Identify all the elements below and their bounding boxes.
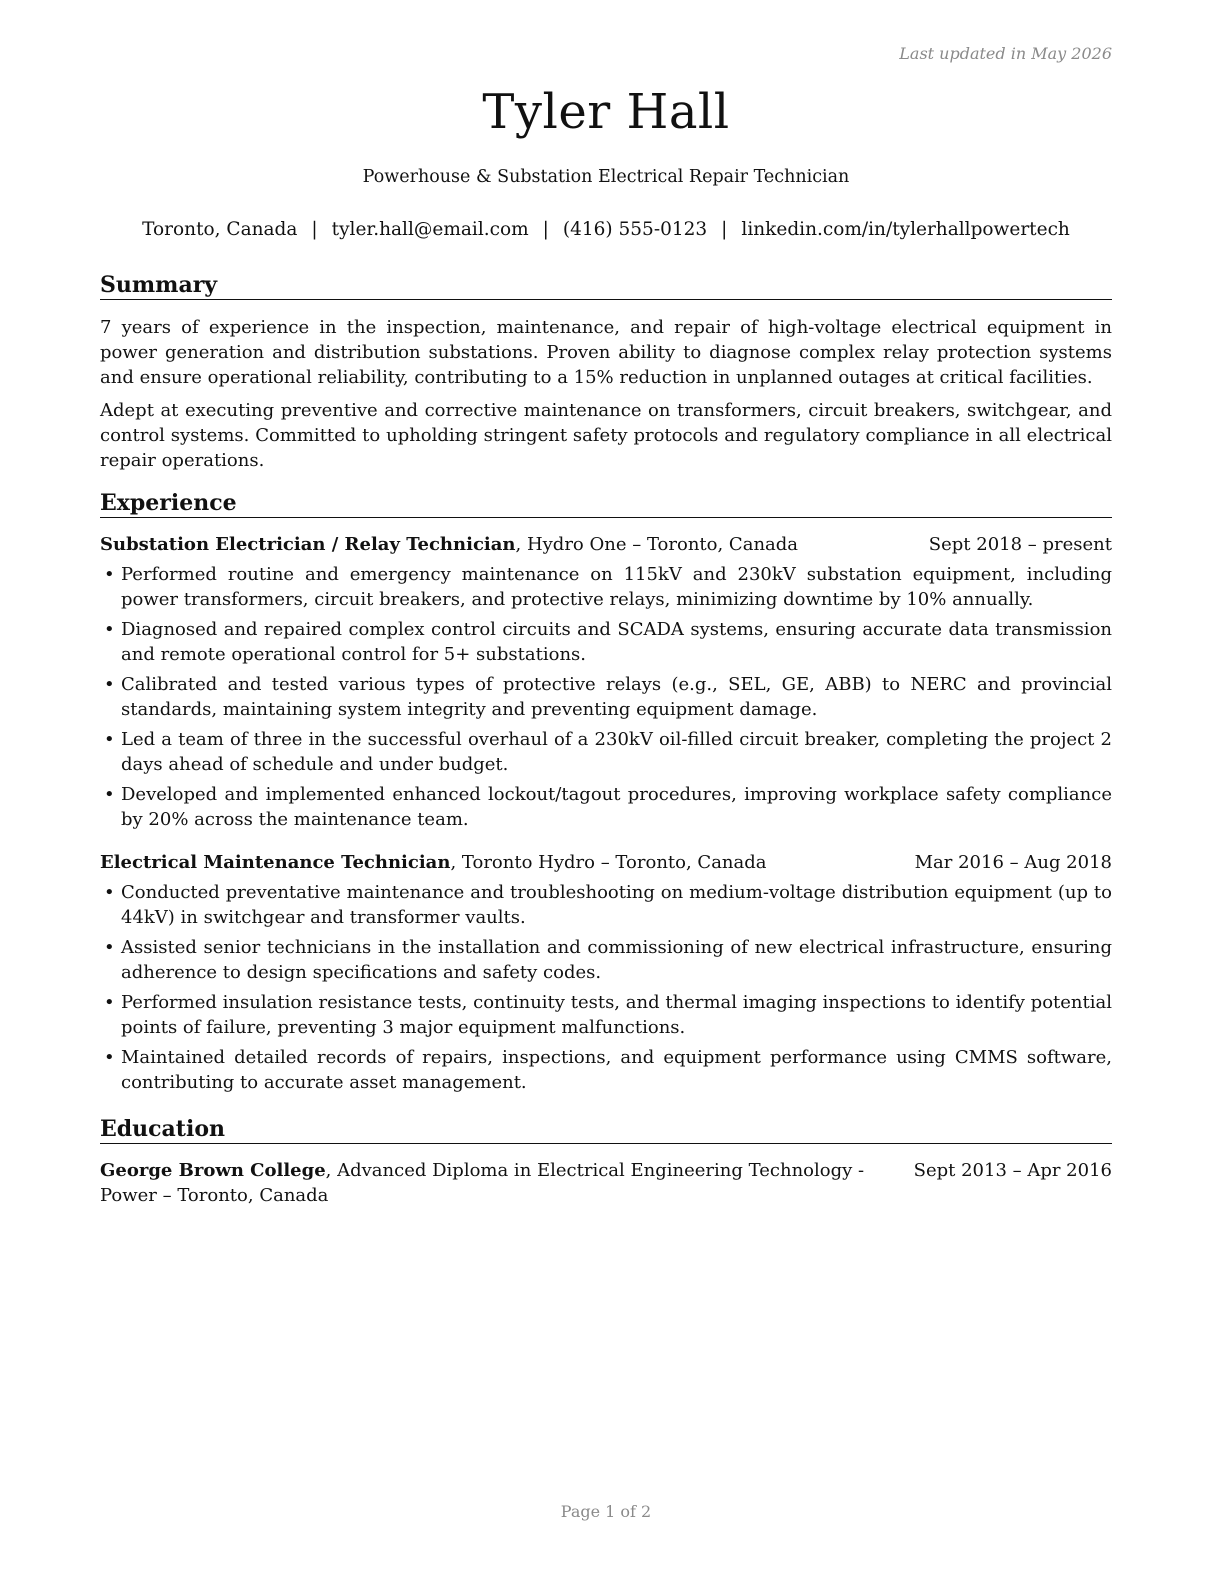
- job-role: Substation Electrician / Relay Technician: [100, 534, 516, 555]
- bullet-icon: •: [104, 784, 115, 805]
- job-entry: [100, 850, 1112, 1095]
- resume-page: [100, 0, 1112, 1584]
- list-item: • Developed and implemented enhanced lockout/tagout procedures, improving workplace safety compliance by 20% across the maintenance team.: [104, 784, 1112, 830]
- education-section: [100, 1115, 1112, 1208]
- education-details: [100, 1158, 890, 1208]
- list-item: • Performed insulation resistance tests, continuity tests, and thermal imaging inspections to identify potential points of failure, preventing 3 major equipment malfunctions.: [104, 992, 1112, 1038]
- job-header: [100, 850, 1112, 875]
- contact-separator: |: [542, 219, 549, 240]
- candidate-name: Tyler Hall: [482, 84, 730, 140]
- job-employer: , Hydro One – Toronto, Canada: [515, 534, 799, 555]
- list-item: • Diagnosed and repaired complex control circuits and SCADA systems, ensuring accurate data transmission and remote operational control for 5+ substations.: [104, 619, 1112, 665]
- job-title-line: [100, 532, 798, 557]
- bullet-icon: •: [104, 1047, 115, 1068]
- job-dates: Mar 2016 – Aug 2018: [914, 852, 1112, 873]
- contact-email[interactable]: tyler.hall@email.com: [331, 219, 529, 240]
- education-school: George Brown College: [100, 1160, 326, 1181]
- bullet-icon: •: [104, 674, 115, 695]
- education-program: , Advanced Diploma in Electrical Engineering Technology - Power – Toronto, Canada: [100, 1160, 865, 1206]
- job-employer: , Toronto Hydro – Toronto, Canada: [450, 852, 767, 873]
- list-item: • Calibrated and tested various types of protective relays (e.g., SEL, GE, ABB) to NERC and provincial standards, maintaining system integrity and preventing equipment damage.: [104, 674, 1112, 720]
- section-title-summary: Summary: [100, 271, 1112, 300]
- bullet-icon: •: [104, 619, 115, 640]
- job-bullets: [100, 880, 1112, 1095]
- bullet-icon: •: [104, 729, 115, 750]
- contact-separator: |: [311, 219, 318, 240]
- summary-paragraph: Adept at executing preventive and corrective maintenance on transformers, circuit breakers, switchgear, and control systems. Committed to upholding stringent safety protocols and regulatory compliance in all electrical repair operations.: [100, 400, 1112, 471]
- bullet-icon: •: [104, 937, 115, 958]
- list-item: • Performed routine and emergency maintenance on 115kV and 230kV substation equipment, including power transformers, circuit breakers, and protective relays, minimizing downtime by 10% annually.: [104, 564, 1112, 610]
- job-bullets: [100, 562, 1112, 832]
- job-entry: [100, 532, 1112, 832]
- summary-section: [100, 271, 1112, 473]
- summary-paragraph: 7 years of experience in the inspection, maintenance, and repair of high-voltage electrical equipment in power generation and distribution substations. Proven ability to diagnose complex relay protection systems and ensure operational reliability, contributing to a 15% reduction in unplanned outages at critical facilities.: [100, 317, 1112, 388]
- list-item: • Conducted preventative maintenance and troubleshooting on medium-voltage distribution equipment (up to 44kV) in switchgear and transformer vaults.: [104, 882, 1112, 928]
- last-updated-note: Last updated in May 2026: [899, 44, 1112, 63]
- contact-phone: (416) 555-0123: [562, 219, 708, 240]
- contact-location: Toronto, Canada: [142, 219, 298, 240]
- page-number: Page 1 of 2: [560, 1502, 652, 1521]
- bullet-icon: •: [104, 992, 115, 1013]
- job-role: Electrical Maintenance Technician: [100, 852, 451, 873]
- list-item: • Maintained detailed records of repairs, inspections, and equipment performance using CMMS software, contributing to accurate asset management.: [104, 1047, 1112, 1093]
- job-dates: Sept 2018 – present: [928, 534, 1112, 555]
- section-title-experience: Experience: [100, 489, 1112, 518]
- contact-linkedin[interactable]: linkedin.com/in/tylerhallpowertech: [741, 219, 1070, 240]
- contact-line: [100, 219, 1112, 240]
- bullet-icon: •: [104, 564, 115, 585]
- job-header: [100, 532, 1112, 557]
- list-item: • Assisted senior technicians in the installation and commissioning of new electrical infrastructure, ensuring adherence to design specifications and safety codes.: [104, 937, 1112, 983]
- experience-section: [100, 489, 1112, 1095]
- candidate-headline: Powerhouse & Substation Electrical Repair Technician: [362, 167, 850, 187]
- job-title-line: [100, 850, 767, 875]
- list-item: • Led a team of three in the successful overhaul of a 230kV oil-filled circuit breaker, completing the project 2 days ahead of schedule and under budget.: [104, 729, 1112, 775]
- education-dates: Sept 2013 – Apr 2016: [913, 1160, 1112, 1181]
- contact-separator: |: [721, 219, 728, 240]
- education-entry: [100, 1158, 1112, 1208]
- bullet-icon: •: [104, 882, 115, 903]
- section-title-education: Education: [100, 1115, 1112, 1144]
